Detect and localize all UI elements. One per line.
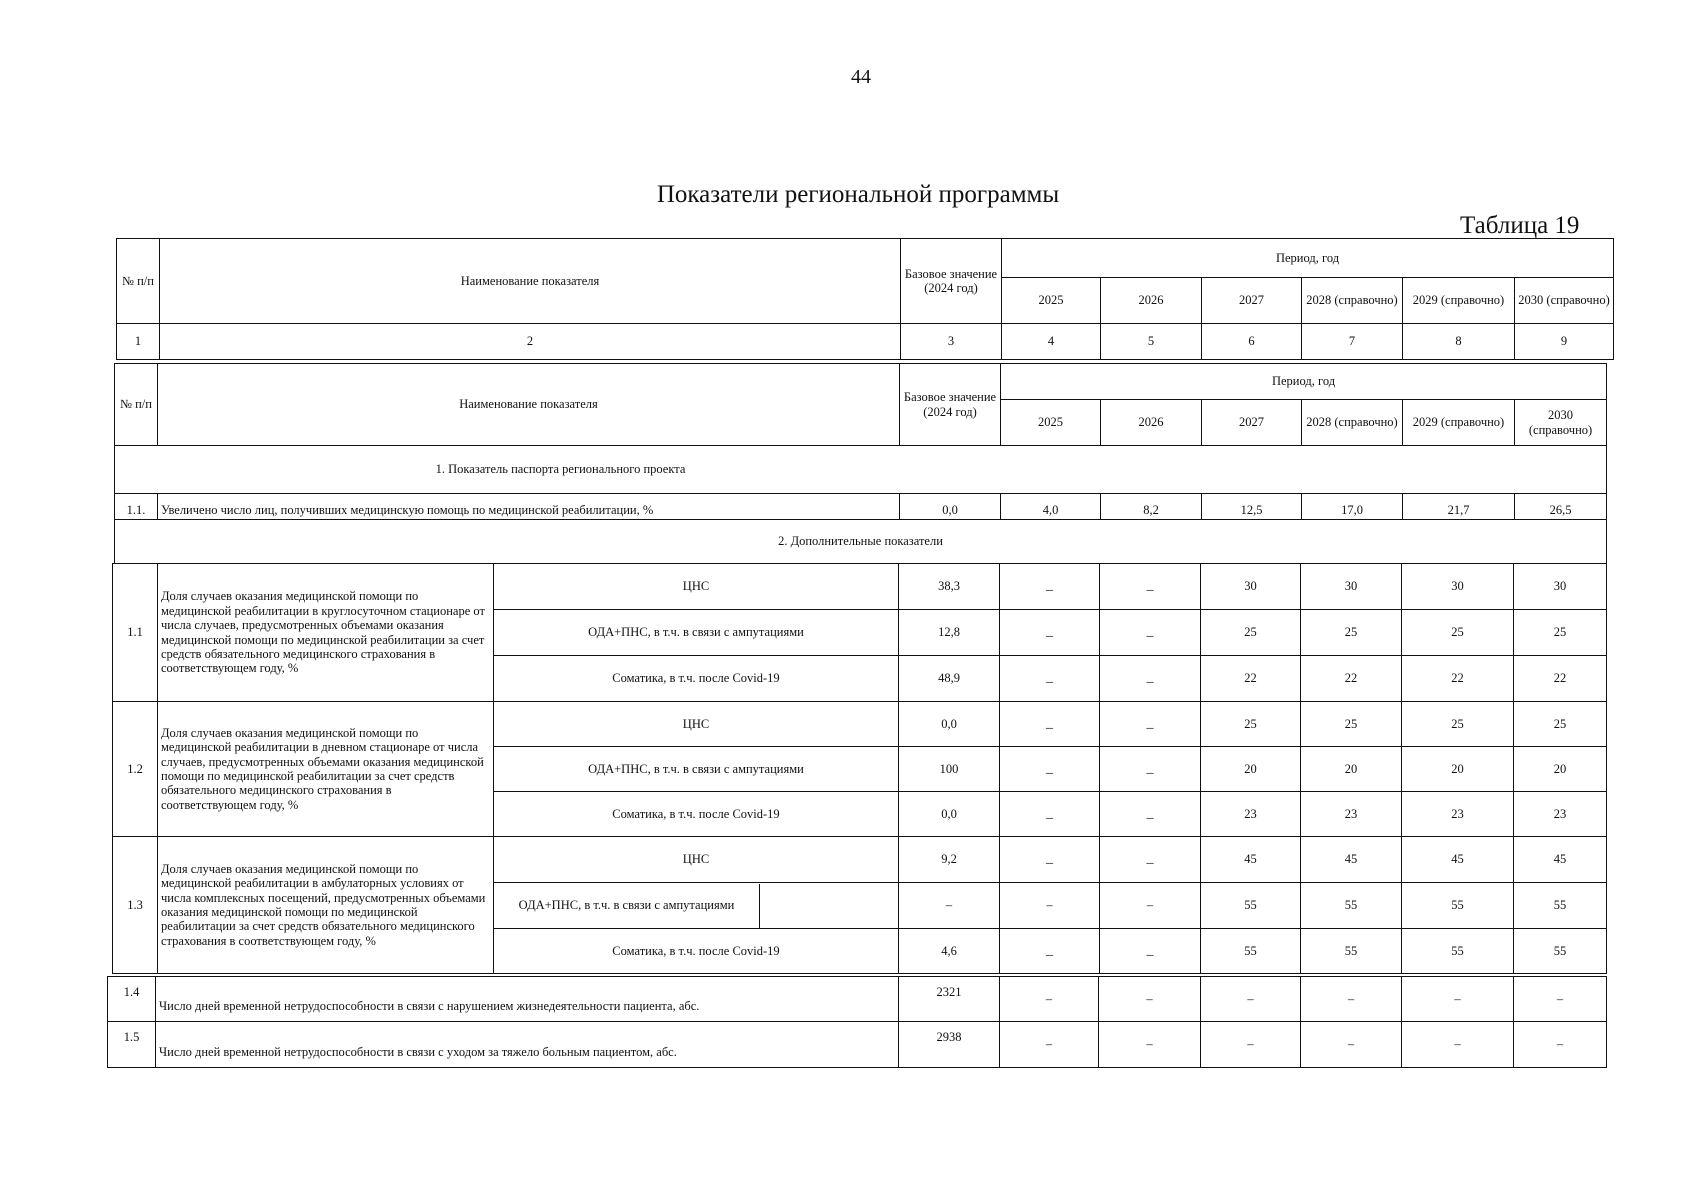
cell-value: 25 (1201, 702, 1301, 747)
row-value: 0,0 (900, 494, 1001, 520)
col-number: 5 (1101, 324, 1202, 360)
cell-value: – (1201, 977, 1301, 1022)
table-row (113, 564, 1607, 610)
cell-value: 0,0 (899, 792, 1000, 837)
cell-value: 20 (1402, 747, 1514, 792)
cell-value: 20 (1301, 747, 1402, 792)
row-value: 8,2 (1101, 494, 1202, 520)
cell-value: 55 (1402, 929, 1514, 974)
subrow-label-cell (494, 883, 899, 929)
cell-value: 30 (1402, 564, 1514, 610)
cell-value: 25 (1514, 702, 1607, 747)
table-row (108, 1022, 1607, 1068)
row-value: 21,7 (1403, 494, 1515, 520)
cell-value: _ (1100, 656, 1201, 702)
cell-value: 38,3 (899, 564, 1000, 610)
cell-value: 55 (1201, 929, 1301, 974)
header-base: Базовое значение (2024 год) (901, 239, 1002, 324)
row-value: 17,0 (1302, 494, 1403, 520)
header-num: № п/п (117, 239, 160, 324)
cell-value: 9,2 (899, 837, 1000, 883)
header-year: 2028 (справочно) (1302, 400, 1403, 446)
group-name: Доля случаев оказания медицинской помощи по медицинской реабилитации в амбулаторных условиях от числа комплексных посещений, предусмотренных объемами оказания медицинской помощи по медицинской реабилитации за счет средств обязательного медицинского страхования в соответствующем году, % (158, 837, 494, 974)
subrow-label: Соматика, в т.ч. после Covid-19 (494, 792, 899, 837)
cell-value: 25 (1514, 610, 1607, 656)
cell-value: 12,8 (899, 610, 1000, 656)
cell-value: 30 (1514, 564, 1607, 610)
cell-value: 23 (1201, 792, 1301, 837)
subrow-label: ОДА+ПНС, в т.ч. в связи с ампутациями (494, 747, 899, 792)
group-num: 1.2 (113, 702, 158, 837)
cell-value: – (1201, 1022, 1301, 1068)
section-2-single-rows (107, 976, 1607, 1068)
cell-value: – (899, 883, 1000, 929)
cell-value: 55 (1201, 883, 1301, 929)
header-year: 2030 (справочно) (1515, 278, 1614, 324)
cell-value: 23 (1402, 792, 1514, 837)
subrow-label: Соматика, в т.ч. после Covid-19 (494, 656, 899, 702)
cell-value: – (1000, 883, 1100, 929)
col-number: 6 (1202, 324, 1302, 360)
cell-value: 2321 (899, 977, 1000, 1022)
cell-value: _ (1100, 564, 1201, 610)
cell-value: 55 (1402, 883, 1514, 929)
header-base: Базовое значение (2024 год) (900, 364, 1001, 446)
cell-value: _ (1100, 702, 1201, 747)
cell-value: 55 (1301, 883, 1402, 929)
cell-value: 55 (1514, 929, 1607, 974)
cell-value: 30 (1301, 564, 1402, 610)
header-year: 2027 (1202, 278, 1302, 324)
empty-subcell (760, 884, 898, 928)
table-label: Таблица 19 (1460, 212, 1580, 239)
group-name: Доля случаев оказания медицинской помощи по медицинской реабилитации в дневном стационаре от числа случаев, предусмотренных объемами оказания медицинской помощи по медицинской реабилитации за счет средств обязательного медицинского страхования в соответствующем году, % (158, 702, 494, 837)
col-number: 9 (1515, 324, 1614, 360)
table-row (113, 837, 1607, 883)
subrow-label: ОДА+ПНС, в т.ч. в связи с ампутациями (494, 884, 760, 928)
header-year: 2025 (1002, 278, 1101, 324)
row-name: Увеличено число лиц, получивших медицинскую помощь по медицинской реабилитации, % (158, 494, 900, 520)
cell-value: _ (1000, 792, 1100, 837)
row-value: 12,5 (1202, 494, 1302, 520)
cell-value: 48,9 (899, 656, 1000, 702)
cell-value: 45 (1301, 837, 1402, 883)
page-title: Показатели региональной программы (656, 181, 1060, 208)
cell-value: 20 (1514, 747, 1607, 792)
subrow-label: Соматика, в т.ч. после Covid-19 (494, 929, 899, 974)
col-number: 4 (1002, 324, 1101, 360)
header-name: Наименование показателя (160, 239, 901, 324)
table-header-primary (116, 238, 1614, 360)
cell-value: – (1099, 1022, 1201, 1068)
cell-value: 30 (1201, 564, 1301, 610)
cell-value: 2938 (899, 1022, 1000, 1068)
col-number: 8 (1403, 324, 1515, 360)
cell-value: 23 (1301, 792, 1402, 837)
cell-value: _ (1000, 564, 1100, 610)
cell-value: 22 (1201, 656, 1301, 702)
row-name: Число дней временной нетрудоспособности в связи с уходом за тяжело больным пациентом, абс. (156, 1022, 899, 1068)
section-1-title (115, 446, 1607, 494)
cell-value: 22 (1402, 656, 1514, 702)
subrow-label: ЦНС (494, 702, 899, 747)
row-num: 1.1. (115, 494, 158, 520)
table-header-secondary (114, 363, 1607, 494)
cell-value: _ (1000, 747, 1100, 792)
cell-value: 45 (1201, 837, 1301, 883)
section-1-row (114, 493, 1607, 564)
group-name: Доля случаев оказания медицинской помощи по медицинской реабилитации в круглосуточном стационаре от числа случаев, предусмотренных объемами оказания медицинской помощи по медицинской реабилитации за счет средств обязательного медицинского страхования в соответствующем году, % (158, 564, 494, 702)
cell-value: 0,0 (899, 702, 1000, 747)
header-num: № п/п (115, 364, 158, 446)
cell-value: _ (1100, 792, 1201, 837)
subrow-label: ОДА+ПНС, в т.ч. в связи с ампутациями (494, 610, 899, 656)
section-2-title: 2. Дополнительные показатели (115, 520, 1607, 564)
cell-value: – (1000, 1022, 1099, 1068)
cell-value: 4,6 (899, 929, 1000, 974)
cell-value: _ (1000, 702, 1100, 747)
header-year: 2029 (справочно) (1403, 400, 1515, 446)
cell-value: 55 (1514, 883, 1607, 929)
cell-value: – (1514, 977, 1607, 1022)
cell-value: 20 (1201, 747, 1301, 792)
cell-value: _ (1000, 929, 1100, 974)
cell-value: 25 (1402, 702, 1514, 747)
table-row (108, 977, 1607, 1022)
cell-value: – (1514, 1022, 1607, 1068)
row-num: 1.4 (108, 977, 156, 1022)
cell-value: _ (1100, 610, 1201, 656)
row-name: Число дней временной нетрудоспособности в связи с нарушением жизнедеятельности пациента, абс. (156, 977, 899, 1022)
header-year: 2029 (справочно) (1403, 278, 1515, 324)
cell-value: 25 (1301, 702, 1402, 747)
group-num: 1.1 (113, 564, 158, 702)
header-year: 2026 (1101, 278, 1202, 324)
header-year: 2025 (1001, 400, 1101, 446)
col-number: 1 (117, 324, 160, 360)
cell-value: _ (1000, 610, 1100, 656)
cell-value: – (1402, 977, 1514, 1022)
row-value: 4,0 (1001, 494, 1101, 520)
cell-value: 22 (1514, 656, 1607, 702)
subrow-label: ЦНС (494, 837, 899, 883)
header-name: Наименование показателя (158, 364, 900, 446)
cell-value: – (1402, 1022, 1514, 1068)
cell-value: – (1099, 977, 1201, 1022)
col-number: 2 (160, 324, 901, 360)
row-value: 26,5 (1515, 494, 1607, 520)
cell-value: _ (1000, 837, 1100, 883)
header-year: 2026 (1101, 400, 1202, 446)
cell-value: 45 (1402, 837, 1514, 883)
cell-value: – (1301, 977, 1402, 1022)
cell-value: _ (1100, 837, 1201, 883)
cell-value: 25 (1402, 610, 1514, 656)
cell-value: _ (1000, 656, 1100, 702)
cell-value: 23 (1514, 792, 1607, 837)
header-year: 2027 (1202, 400, 1302, 446)
col-number: 7 (1302, 324, 1403, 360)
cell-value: 55 (1301, 929, 1402, 974)
cell-value: – (1301, 1022, 1402, 1068)
group-num: 1.3 (113, 837, 158, 974)
cell-value: 25 (1201, 610, 1301, 656)
cell-value: 22 (1301, 656, 1402, 702)
cell-value: _ (1100, 929, 1201, 974)
cell-value: 25 (1301, 610, 1402, 656)
header-period: Период, год (1001, 364, 1607, 400)
header-period: Период, год (1002, 239, 1614, 278)
cell-value: – (1100, 883, 1201, 929)
header-year: 2028 (справочно) (1302, 278, 1403, 324)
cell-value: _ (1100, 747, 1201, 792)
cell-value: – (1000, 977, 1099, 1022)
col-number: 3 (901, 324, 1002, 360)
subrow-label: ЦНС (494, 564, 899, 610)
row-num: 1.5 (108, 1022, 156, 1068)
cell-value: 45 (1514, 837, 1607, 883)
header-year: 2030 (справочно) (1515, 400, 1607, 446)
table-row (113, 702, 1607, 747)
cell-value: 100 (899, 747, 1000, 792)
section-1-title-text: 1. Показатель паспорта регионального проекта (435, 462, 686, 477)
page-number: 44 (851, 66, 871, 88)
section-2-groups (112, 563, 1607, 974)
